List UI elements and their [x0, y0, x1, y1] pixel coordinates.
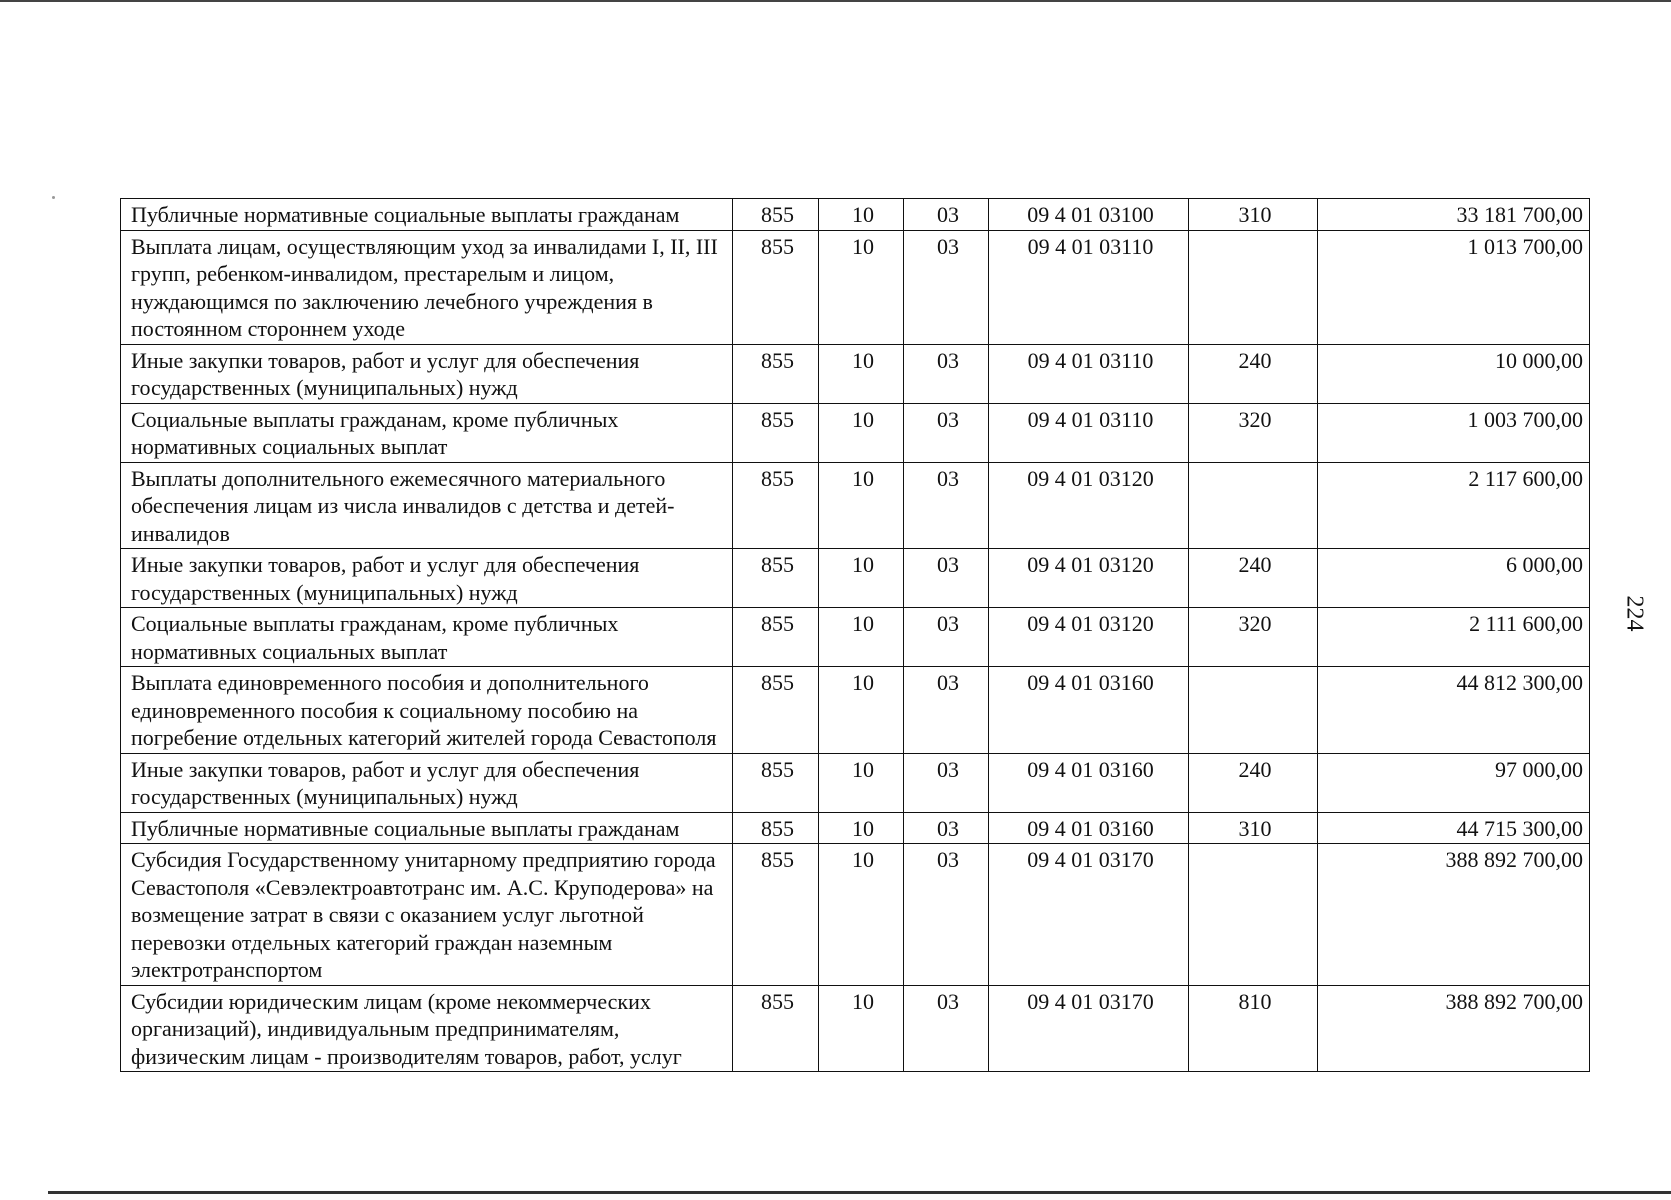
- cell-rz: 10: [819, 844, 904, 986]
- page-number: 224: [1621, 595, 1648, 632]
- cell-pr: 03: [904, 462, 989, 549]
- cell-sum: 6 000,00: [1318, 549, 1590, 608]
- cell-ved: 855: [733, 985, 819, 1072]
- cell-name: Социальные выплаты гражданам, кроме публичных нормативных социальных выплат: [121, 608, 733, 667]
- cell-csr: 09 4 01 03160: [989, 812, 1189, 844]
- cell-rz: 10: [819, 812, 904, 844]
- cell-ved: 855: [733, 462, 819, 549]
- cell-name: Выплаты дополнительного ежемесячного материального обеспечения лицам из числа инвалидов с детства и детей-инвалидов: [121, 462, 733, 549]
- cell-csr: 09 4 01 03170: [989, 844, 1189, 986]
- cell-name: Публичные нормативные социальные выплаты гражданам: [121, 812, 733, 844]
- table-row: [121, 608, 1590, 667]
- cell-vr: 240: [1189, 344, 1318, 403]
- cell-vr: 310: [1189, 812, 1318, 844]
- cell-vr: 810: [1189, 985, 1318, 1072]
- cell-sum: 33 181 700,00: [1318, 199, 1590, 231]
- cell-pr: 03: [904, 344, 989, 403]
- cell-name: Иные закупки товаров, работ и услуг для обеспечения государственных (муниципальных) нужд: [121, 344, 733, 403]
- cell-csr: 09 4 01 03100: [989, 199, 1189, 231]
- table-row: [121, 344, 1590, 403]
- cell-name: Субсидии юридическим лицам (кроме некоммерческих организаций), индивидуальным предпринимателям, физическим лицам - производителям товаров, работ, услуг: [121, 985, 733, 1072]
- cell-sum: 44 812 300,00: [1318, 667, 1590, 754]
- cell-pr: 03: [904, 667, 989, 754]
- cell-pr: 03: [904, 549, 989, 608]
- bottom-rule: [48, 1191, 1671, 1194]
- cell-vr: [1189, 667, 1318, 754]
- table-body: [121, 199, 1590, 1072]
- cell-csr: 09 4 01 03170: [989, 985, 1189, 1072]
- cell-csr: 09 4 01 03120: [989, 608, 1189, 667]
- table-row: [121, 812, 1590, 844]
- budget-table: [120, 198, 1590, 1072]
- cell-ved: 855: [733, 608, 819, 667]
- table-row: [121, 199, 1590, 231]
- cell-csr: 09 4 01 03120: [989, 462, 1189, 549]
- cell-ved: 855: [733, 199, 819, 231]
- cell-vr: [1189, 230, 1318, 344]
- cell-name: Выплата лицам, осуществляющим уход за инвалидами I, II, III групп, ребенком-инвалидом, престарелым и лицом, нуждающимся по заключению лечебного учреждения в постоянном стороннем уходе: [121, 230, 733, 344]
- cell-rz: 10: [819, 608, 904, 667]
- table-row: [121, 230, 1590, 344]
- cell-ved: 855: [733, 667, 819, 754]
- cell-pr: 03: [904, 608, 989, 667]
- table-row: [121, 549, 1590, 608]
- cell-rz: 10: [819, 985, 904, 1072]
- cell-sum: 388 892 700,00: [1318, 844, 1590, 986]
- cell-ved: 855: [733, 344, 819, 403]
- cell-rz: 10: [819, 667, 904, 754]
- cell-ved: 855: [733, 230, 819, 344]
- cell-sum: 388 892 700,00: [1318, 985, 1590, 1072]
- cell-rz: 10: [819, 344, 904, 403]
- cell-sum: 97 000,00: [1318, 753, 1590, 812]
- cell-name: Иные закупки товаров, работ и услуг для обеспечения государственных (муниципальных) нужд: [121, 549, 733, 608]
- cell-csr: 09 4 01 03120: [989, 549, 1189, 608]
- cell-pr: 03: [904, 985, 989, 1072]
- cell-sum: 2 117 600,00: [1318, 462, 1590, 549]
- cell-rz: 10: [819, 230, 904, 344]
- scan-speck: [52, 196, 55, 199]
- cell-ved: 855: [733, 549, 819, 608]
- cell-vr: 240: [1189, 753, 1318, 812]
- cell-ved: 855: [733, 403, 819, 462]
- cell-vr: 240: [1189, 549, 1318, 608]
- cell-pr: 03: [904, 199, 989, 231]
- table-row: [121, 985, 1590, 1072]
- cell-ved: 855: [733, 812, 819, 844]
- cell-ved: 855: [733, 844, 819, 986]
- cell-ved: 855: [733, 753, 819, 812]
- cell-sum: 44 715 300,00: [1318, 812, 1590, 844]
- table-row: [121, 844, 1590, 986]
- cell-pr: 03: [904, 230, 989, 344]
- cell-rz: 10: [819, 199, 904, 231]
- cell-csr: 09 4 01 03110: [989, 230, 1189, 344]
- cell-name: Субсидия Государственному унитарному предприятию города Севастополя «Севэлектроавтотранс им. А.С. Круподерова» на возмещение затрат в связи с оказанием услуг льготной перевозки отдельных категорий граждан наземным электротранспортом: [121, 844, 733, 986]
- cell-pr: 03: [904, 844, 989, 986]
- cell-vr: 320: [1189, 403, 1318, 462]
- cell-csr: 09 4 01 03160: [989, 753, 1189, 812]
- cell-name: Выплата единовременного пособия и дополнительного единовременного пособия к социальному пособию на погребение отдельных категорий жителей города Севастополя: [121, 667, 733, 754]
- cell-rz: 10: [819, 549, 904, 608]
- table-row: [121, 753, 1590, 812]
- cell-sum: 10 000,00: [1318, 344, 1590, 403]
- cell-vr: [1189, 462, 1318, 549]
- cell-sum: 2 111 600,00: [1318, 608, 1590, 667]
- cell-csr: 09 4 01 03160: [989, 667, 1189, 754]
- cell-sum: 1 013 700,00: [1318, 230, 1590, 344]
- top-rule: [0, 0, 1671, 2]
- cell-rz: 10: [819, 462, 904, 549]
- cell-name: Публичные нормативные социальные выплаты гражданам: [121, 199, 733, 231]
- cell-rz: 10: [819, 753, 904, 812]
- cell-vr: 320: [1189, 608, 1318, 667]
- cell-csr: 09 4 01 03110: [989, 344, 1189, 403]
- table-row: [121, 667, 1590, 754]
- cell-name: Социальные выплаты гражданам, кроме публичных нормативных социальных выплат: [121, 403, 733, 462]
- cell-rz: 10: [819, 403, 904, 462]
- table-row: [121, 462, 1590, 549]
- cell-sum: 1 003 700,00: [1318, 403, 1590, 462]
- table-row: [121, 403, 1590, 462]
- cell-pr: 03: [904, 753, 989, 812]
- cell-vr: [1189, 844, 1318, 986]
- cell-pr: 03: [904, 812, 989, 844]
- cell-vr: 310: [1189, 199, 1318, 231]
- cell-pr: 03: [904, 403, 989, 462]
- cell-name: Иные закупки товаров, работ и услуг для обеспечения государственных (муниципальных) нужд: [121, 753, 733, 812]
- cell-csr: 09 4 01 03110: [989, 403, 1189, 462]
